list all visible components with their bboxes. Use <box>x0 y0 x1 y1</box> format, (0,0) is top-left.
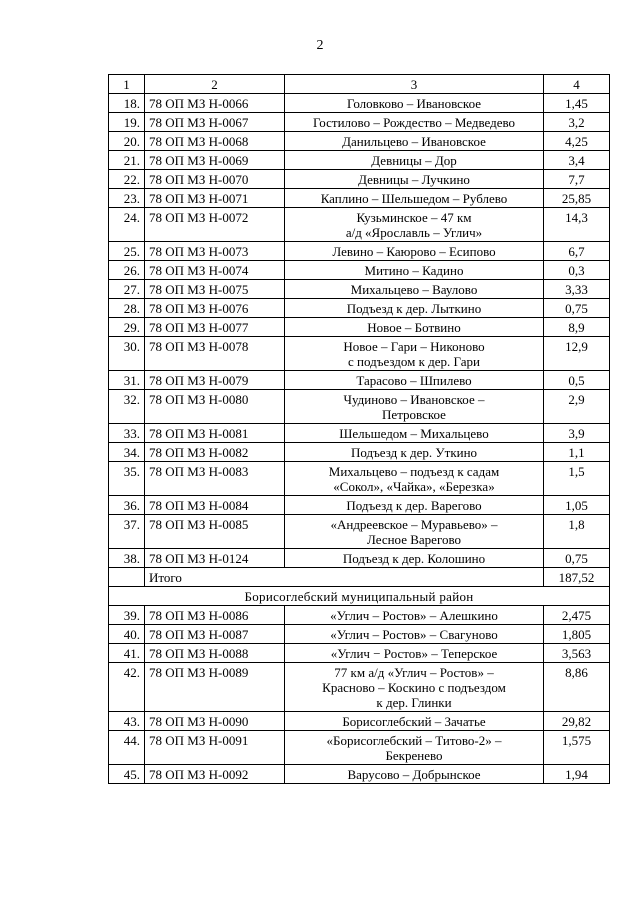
road-code: 78 ОП МЗ Н-0074 <box>145 261 285 280</box>
road-code: 78 ОП МЗ Н-0085 <box>145 515 285 549</box>
road-length: 1,94 <box>544 765 610 784</box>
road-name-cell <box>285 731 544 765</box>
road-name-line: Новое – Ботвино <box>367 320 461 335</box>
row-number: 42. <box>109 663 145 712</box>
road-length: 1,1 <box>544 443 610 462</box>
table-row <box>109 549 610 568</box>
road-code: 78 ОП МЗ Н-0076 <box>145 299 285 318</box>
road-name-line: «Сокол», «Чайка», «Березка» <box>333 479 495 494</box>
row-number: 39. <box>109 606 145 625</box>
row-number: 30. <box>109 337 145 371</box>
road-name-cell <box>285 337 544 371</box>
row-number: 38. <box>109 549 145 568</box>
road-name-line: Левино – Каюрово – Есипово <box>332 244 496 259</box>
road-code: 78 ОП МЗ Н-0068 <box>145 132 285 151</box>
road-name-cell <box>285 462 544 496</box>
row-number: 21. <box>109 151 145 170</box>
road-name-cell <box>285 644 544 663</box>
road-code: 78 ОП МЗ Н-0070 <box>145 170 285 189</box>
road-name-line: «Андреевское – Муравьево» – <box>330 517 498 532</box>
total-empty-cell <box>109 568 145 587</box>
row-number: 45. <box>109 765 145 784</box>
road-name-line: Каплино – Шельшедом – Рублево <box>320 191 508 206</box>
table-row <box>109 731 610 765</box>
row-number: 37. <box>109 515 145 549</box>
road-name-line: а/д «Ярославль – Углич» <box>345 225 483 240</box>
road-name-line: Красново – Коскино с подъездом <box>322 680 506 695</box>
row-number: 22. <box>109 170 145 189</box>
road-name-line: Новое – Гари – Никоново <box>343 339 485 354</box>
row-number: 18. <box>109 94 145 113</box>
road-name-line: Девницы – Лучкино <box>358 172 470 187</box>
row-number: 25. <box>109 242 145 261</box>
road-name-cell <box>285 515 544 549</box>
road-name-cell <box>285 606 544 625</box>
road-length: 1,8 <box>544 515 610 549</box>
road-name-cell <box>285 663 544 712</box>
road-length: 6,7 <box>544 242 610 261</box>
road-name-cell <box>285 242 544 261</box>
road-name-line: Митино – Кадино <box>364 263 464 278</box>
total-label: Итого <box>145 568 544 587</box>
road-name-line: Михальцево – подъезд к садам <box>328 464 500 479</box>
road-name-line: Подъезд к дер. Лыткино <box>346 301 482 316</box>
section-title: Борисоглебский муниципальный район <box>109 587 610 606</box>
road-name-line: Подъезд к дер. Колошино <box>342 551 486 566</box>
road-name-line: Петровское <box>382 407 446 422</box>
road-name-line: Девницы – Дор <box>371 153 457 168</box>
row-number: 28. <box>109 299 145 318</box>
road-length: 8,9 <box>544 318 610 337</box>
road-name-line: Борисоглебский – Зачатье <box>342 714 486 729</box>
page-number: 2 <box>316 38 324 53</box>
road-length: 14,3 <box>544 208 610 242</box>
road-name-cell <box>285 390 544 424</box>
road-length: 3,4 <box>544 151 610 170</box>
header-col-4: 4 <box>544 75 610 94</box>
road-name-cell <box>285 132 544 151</box>
road-name-line: «Углич − Ростов» – Теперское <box>330 646 498 661</box>
table-row <box>109 299 610 318</box>
table-row <box>109 443 610 462</box>
header-col-1: 1 <box>109 75 145 94</box>
road-name-line: Подъезд к дер. Варегово <box>346 498 482 513</box>
section-row <box>109 587 610 606</box>
road-name-cell <box>285 208 544 242</box>
table-row <box>109 189 610 208</box>
road-name-line: Данильцево – Ивановское <box>342 134 486 149</box>
road-code: 78 ОП МЗ Н-0073 <box>145 242 285 261</box>
road-name-line: Варусово – Добрынское <box>347 767 481 782</box>
road-length: 0,3 <box>544 261 610 280</box>
table-row <box>109 625 610 644</box>
road-length: 8,86 <box>544 663 610 712</box>
table-row <box>109 606 610 625</box>
road-code: 78 ОП МЗ Н-0067 <box>145 113 285 132</box>
road-code: 78 ОП МЗ Н-0084 <box>145 496 285 515</box>
road-length: 1,45 <box>544 94 610 113</box>
row-number: 26. <box>109 261 145 280</box>
road-name-line: Гостилово – Рождество – Медведево <box>312 115 516 130</box>
road-name-cell <box>285 443 544 462</box>
road-code: 78 ОП МЗ Н-0079 <box>145 371 285 390</box>
road-length: 29,82 <box>544 712 610 731</box>
road-name-cell <box>285 94 544 113</box>
road-name-cell <box>285 625 544 644</box>
row-number: 34. <box>109 443 145 462</box>
road-name-cell <box>285 496 544 515</box>
total-row <box>109 568 610 587</box>
road-name-cell <box>285 318 544 337</box>
road-name-line: Михальцево – Ваулово <box>350 282 478 297</box>
road-code: 78 ОП МЗ Н-0072 <box>145 208 285 242</box>
table-row <box>109 663 610 712</box>
road-length: 1,5 <box>544 462 610 496</box>
road-name-cell <box>285 280 544 299</box>
table-row <box>109 337 610 371</box>
table-row <box>109 261 610 280</box>
row-number: 44. <box>109 731 145 765</box>
road-name-line: Головково – Ивановское <box>346 96 482 111</box>
table-row <box>109 644 610 663</box>
total-value: 187,52 <box>544 568 610 587</box>
table-row <box>109 424 610 443</box>
table-row <box>109 132 610 151</box>
header-col-3: 3 <box>285 75 544 94</box>
row-number: 20. <box>109 132 145 151</box>
road-name-cell <box>285 299 544 318</box>
table-row <box>109 371 610 390</box>
road-name-cell <box>285 261 544 280</box>
road-code: 78 ОП МЗ Н-0071 <box>145 189 285 208</box>
road-name-line: с подъездом к дер. Гари <box>348 354 480 369</box>
row-number: 24. <box>109 208 145 242</box>
road-code: 78 ОП МЗ Н-0081 <box>145 424 285 443</box>
road-name-line: «Углич – Ростов» – Свагуново <box>330 627 498 642</box>
road-code: 78 ОП МЗ Н-0088 <box>145 644 285 663</box>
table-row <box>109 318 610 337</box>
road-length: 25,85 <box>544 189 610 208</box>
row-number: 31. <box>109 371 145 390</box>
road-name-line: «Углич – Ростов» – Алешкино <box>330 608 498 623</box>
road-name-cell <box>285 151 544 170</box>
row-number: 41. <box>109 644 145 663</box>
table-row <box>109 462 610 496</box>
road-name-cell <box>285 189 544 208</box>
road-name-cell <box>285 549 544 568</box>
header-row <box>109 75 610 94</box>
road-name-cell <box>285 765 544 784</box>
road-length: 2,9 <box>544 390 610 424</box>
road-name-cell <box>285 712 544 731</box>
table-row <box>109 280 610 299</box>
row-number: 32. <box>109 390 145 424</box>
road-name-line: «Борисоглебский – Титово-2» – <box>326 733 502 748</box>
road-code: 78 ОП МЗ Н-0066 <box>145 94 285 113</box>
table-row <box>109 94 610 113</box>
road-code: 78 ОП МЗ Н-0086 <box>145 606 285 625</box>
table-row <box>109 765 610 784</box>
road-length: 1,05 <box>544 496 610 515</box>
road-code: 78 ОП МЗ Н-0092 <box>145 765 285 784</box>
row-number: 40. <box>109 625 145 644</box>
road-length: 1,575 <box>544 731 610 765</box>
road-code: 78 ОП МЗ Н-0090 <box>145 712 285 731</box>
row-number: 23. <box>109 189 145 208</box>
road-name-cell <box>285 424 544 443</box>
road-code: 78 ОП МЗ Н-0089 <box>145 663 285 712</box>
road-name-line: к дер. Глинки <box>376 695 452 710</box>
table-row <box>109 496 610 515</box>
table-row <box>109 515 610 549</box>
road-length: 7,7 <box>544 170 610 189</box>
road-name-line: Лесное Варегово <box>367 532 461 547</box>
road-name-line: Подъезд к дер. Уткино <box>350 445 478 460</box>
road-name-line: Чудиново – Ивановское – <box>343 392 485 407</box>
row-number: 33. <box>109 424 145 443</box>
road-code: 78 ОП МЗ Н-0082 <box>145 443 285 462</box>
road-name-line: Кузьминское – 47 км <box>356 210 472 225</box>
road-length: 0,5 <box>544 371 610 390</box>
road-code: 78 ОП МЗ Н-0077 <box>145 318 285 337</box>
row-number: 27. <box>109 280 145 299</box>
road-name-cell <box>285 113 544 132</box>
road-length: 4,25 <box>544 132 610 151</box>
header-col-2: 2 <box>145 75 285 94</box>
road-code: 78 ОП МЗ Н-0124 <box>145 549 285 568</box>
road-length: 2,475 <box>544 606 610 625</box>
table-row <box>109 242 610 261</box>
road-name-cell <box>285 170 544 189</box>
road-name-line: Шельшедом – Михальцево <box>339 426 489 441</box>
road-code: 78 ОП МЗ Н-0080 <box>145 390 285 424</box>
road-length: 12,9 <box>544 337 610 371</box>
table-row <box>109 208 610 242</box>
row-number: 36. <box>109 496 145 515</box>
road-code: 78 ОП МЗ Н-0083 <box>145 462 285 496</box>
row-number: 19. <box>109 113 145 132</box>
table-row <box>109 712 610 731</box>
table-row <box>109 151 610 170</box>
road-length: 3,9 <box>544 424 610 443</box>
road-length: 0,75 <box>544 549 610 568</box>
road-length: 0,75 <box>544 299 610 318</box>
road-name-line: Бекренево <box>385 748 443 763</box>
road-code: 78 ОП МЗ Н-0087 <box>145 625 285 644</box>
road-code: 78 ОП МЗ Н-0075 <box>145 280 285 299</box>
row-number: 29. <box>109 318 145 337</box>
road-length: 3,2 <box>544 113 610 132</box>
road-length: 3,33 <box>544 280 610 299</box>
road-length: 1,805 <box>544 625 610 644</box>
table-row <box>109 113 610 132</box>
row-number: 35. <box>109 462 145 496</box>
road-code: 78 ОП МЗ Н-0091 <box>145 731 285 765</box>
road-name-line: Тарасово – Шпилево <box>356 373 472 388</box>
road-name-cell <box>285 371 544 390</box>
table-row <box>109 170 610 189</box>
road-code: 78 ОП МЗ Н-0069 <box>145 151 285 170</box>
road-code: 78 ОП МЗ Н-0078 <box>145 337 285 371</box>
road-length: 3,563 <box>544 644 610 663</box>
roads-table <box>108 74 610 784</box>
road-name-line: 77 км а/д «Углич – Ростов» – <box>334 665 494 680</box>
table-row <box>109 390 610 424</box>
row-number: 43. <box>109 712 145 731</box>
